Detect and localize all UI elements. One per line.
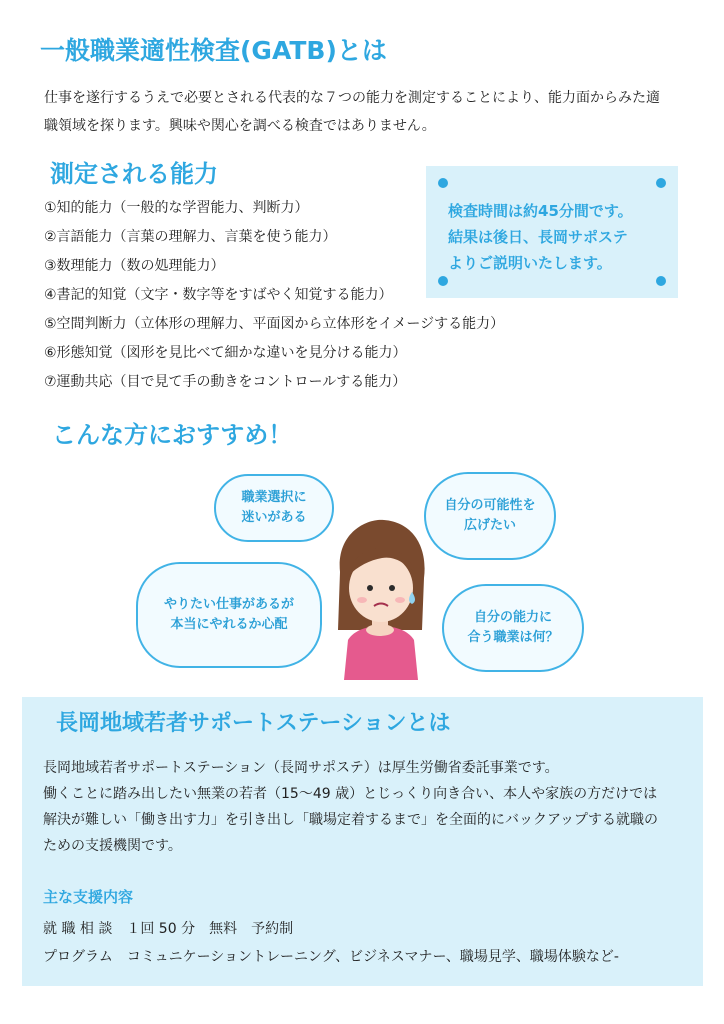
corner-dot <box>656 178 666 188</box>
worried-woman-illustration <box>324 512 436 680</box>
ability-item: ④書記的知覚（文字・数字等をすばやく知覚する能力） <box>44 287 393 303</box>
test-duration-note <box>426 166 678 298</box>
section-line: 働くことに踏み出したい無業の若者（15～49 歳）とじっくり向き合い、本人や家族の方だけでは <box>43 786 658 802</box>
support-line: 就 職 相 談 １回 50 分 無料 予約制 <box>43 921 294 937</box>
bubble-line: 合う職業は何？ <box>467 630 559 645</box>
bubble-line: 職業選択に <box>241 490 307 505</box>
note-line: 結果は後日、長岡サポステ <box>448 228 628 246</box>
ability-item: ⑦運動共応（目で見て手の動きをコントロールする能力） <box>44 374 407 390</box>
bubble-line: 迷いがある <box>241 510 307 525</box>
bubble-line: 自分の能力に <box>473 610 552 625</box>
support-line: プログラム コミュニケーショントレーニング、ビジネスマナー、職場見学、職場体験など- <box>43 949 619 965</box>
section-line: 解決が難しい「働き出す力」を引き出し「職場定着するまで」を全面的にバックアップする就職の <box>43 812 659 828</box>
bubble-line: やりたい仕事があるが <box>163 597 294 612</box>
bubble-line: 自分の可能性を <box>444 498 536 513</box>
note-line: よりご説明いたします。 <box>448 254 612 272</box>
bubble-line: 本当にやれるか心配 <box>170 617 288 632</box>
section-line: 長岡地域若者サポートステーション（長岡サポステ）は厚生労働省委託事業です。 <box>43 760 559 776</box>
speech-bubble <box>424 472 556 560</box>
corner-dot <box>438 178 448 188</box>
speech-bubble <box>442 584 584 672</box>
right-eye-icon <box>389 585 395 591</box>
corner-dot <box>656 276 666 286</box>
ability-item: ③数理能力（数の処理能力） <box>44 258 225 274</box>
ability-item: ⑤空間判断力（立体形の理解力、平面図から立体形をイメージする能力） <box>44 316 505 332</box>
support-heading: 主な支援内容 <box>43 888 134 906</box>
section-heading: 長岡地域若者サポートステーションとは <box>56 711 451 736</box>
recommend-heading: こんな方におすすめ！ <box>52 421 293 449</box>
ability-item: ①知的能力（一般的な学習能力、判断力） <box>44 200 309 216</box>
speech-bubble <box>214 474 334 542</box>
ability-item: ⑥形態知覚（図形を見比べて細かな違いを見分ける能力） <box>44 345 407 361</box>
bubble-line: 広げたい <box>463 518 516 533</box>
cheek-right <box>395 597 405 603</box>
support-station-section <box>22 697 703 986</box>
section-line: ための支援機関です。 <box>43 838 182 854</box>
corner-dot <box>438 276 448 286</box>
speech-bubble <box>136 562 322 668</box>
intro-line: 仕事を遂行するうえで必要とされる代表的な７つの能力を測定することにより、能力面からみた適 <box>44 90 660 106</box>
left-eye-icon <box>367 585 373 591</box>
intro-text <box>44 84 660 140</box>
cheek-left <box>357 597 367 603</box>
intro-line: 職領域を探ります。興味や関心を調べる検査ではありません。 <box>44 118 436 134</box>
intro-title: 一般職業適性検査(GATB)とは <box>40 36 387 65</box>
ability-item: ②言語能力（言葉の理解力、言葉を使う能力） <box>44 229 337 245</box>
note-line: 検査時間は約45分間です。 <box>448 202 633 220</box>
abilities-heading: 測定される能力 <box>50 160 218 188</box>
